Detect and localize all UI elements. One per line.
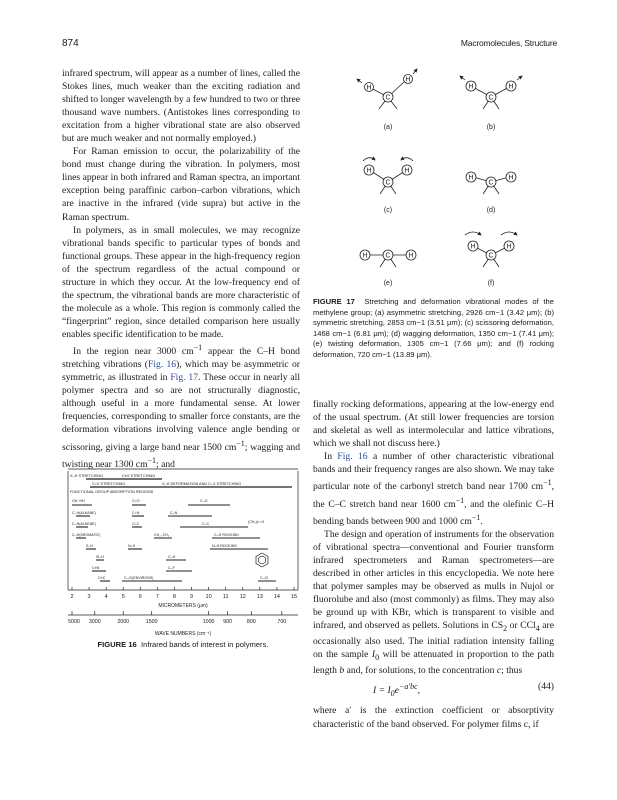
band-label: C–C <box>202 522 210 526</box>
fig16-link[interactable]: Fig. 16 <box>337 451 368 463</box>
mode-label-a: (a) <box>383 124 393 131</box>
paragraph: where a′ is the extinction coefficient or absorptivity characteristic of the band observed. For polymer films c, if <box>313 705 554 730</box>
wavenumber-tick-label: 5000 <box>68 619 80 625</box>
atom-h-label: H <box>366 167 372 175</box>
band-xh-deform: X–H DEFORMATION AND C–X STRETCHING <box>162 482 242 486</box>
subscript: 0 <box>390 689 395 699</box>
atom-h-label: H <box>404 167 410 175</box>
paragraph <box>62 341 300 471</box>
wavenumber-axis-label: WAVE NUMBERS (cm⁻¹) <box>154 631 212 637</box>
mode-label-e: (e) <box>383 280 393 287</box>
atom-h-label: H <box>508 174 514 182</box>
subscript: 4 <box>535 624 540 634</box>
wavenumber-axis <box>68 611 286 625</box>
band-label: (CH₂)n >3 <box>248 520 265 524</box>
right-column <box>313 398 554 731</box>
figure-16-caption <box>62 640 304 649</box>
eq-tail: , <box>417 685 421 697</box>
micrometer-tick-label: 12 <box>239 594 246 600</box>
band-label: C–H <box>168 555 176 559</box>
micrometer-axis-label: MICROMETERS (μm) <box>158 603 208 609</box>
micrometer-tick-label: 5 <box>121 594 125 600</box>
micrometer-tick-label: 10 <box>205 594 212 600</box>
running-title: Macromolecules, Structure <box>460 38 557 48</box>
wavenumber-tick-label: 2000 <box>117 619 130 625</box>
band-label: C–H ROCKING <box>214 533 239 537</box>
subscript: 2 <box>503 624 508 634</box>
micrometer-tick-label: 13 <box>256 594 263 600</box>
band-label: C–H(AROMATIC) <box>72 533 101 537</box>
fig16-link[interactable]: Fig. 16 <box>148 359 177 371</box>
variable: c <box>496 665 502 677</box>
superscript: −1 <box>193 342 203 352</box>
atom-c-label: C <box>385 94 391 102</box>
eq-lhs: I = I <box>373 685 391 697</box>
atom-h-label: H <box>508 83 514 91</box>
atom-h-label: H <box>362 252 368 260</box>
paragraph: In polymers, as in small molecules, we may recognize vibrational bands specific to particular types of bonds and functional groups. These appear in the high-frequency region of the spectrum regardless of the actual compound or structure in which they occur. At the low-frequency end of the spectrum, the vibrational bands are more characteristic of the molecule as a whole. This region is commonly called the “fingerprint” region, since detailed comparison here usually enables specific identification to be made. <box>62 224 300 340</box>
caption-label: FIGURE 16 <box>97 640 137 649</box>
mode-label-c: (c) <box>383 207 393 214</box>
atom-h-label: H <box>408 252 414 260</box>
micrometer-tick-label: 15 <box>290 594 298 600</box>
band-label: C–CI <box>260 576 269 580</box>
paragraph <box>313 450 554 528</box>
superscript: −1 <box>147 455 157 465</box>
superscript: −a′bc <box>398 682 418 692</box>
micrometer-tick-label: 11 <box>222 594 229 600</box>
band-label: C=O <box>132 499 140 503</box>
figure-17-caption <box>313 297 554 361</box>
equation-formula <box>313 680 420 700</box>
atom-c-label: C <box>385 179 391 187</box>
atom-h-label: H <box>468 174 474 182</box>
band-label: C–N <box>170 511 178 515</box>
micrometer-tick-label: 7 <box>155 594 159 600</box>
text-run: ; wagging and twisting near 1300 cm <box>62 441 300 470</box>
band-label: C–H(ALKANE) <box>72 511 96 515</box>
micrometer-tick-label: 9 <box>190 594 194 600</box>
text-run: or CCl <box>507 620 536 632</box>
atom-c-label: C <box>488 94 494 102</box>
band-label: C=N <box>132 511 140 515</box>
band-label: OH, NH <box>72 499 85 503</box>
wavenumber-tick-label: 700 <box>277 619 287 625</box>
figure-16-chart <box>62 465 304 645</box>
fig17-link[interactable]: Fig. 17 <box>170 372 199 384</box>
equation-number: (44) <box>538 681 554 693</box>
paragraph: infrared spectrum, will appear as a number of lines, called the Stokes lines, much weaker than the exciting radiation and shifted to longer wavelength by a few hundred to two or three thousand wave numbers. (Antistokes lines corresponding to excitation from a higher vibrational state are also observed but are much weaker and not normally employed.) <box>62 68 300 145</box>
page-number: 874 <box>62 38 79 49</box>
band-label: Si–H <box>96 555 104 559</box>
superscript: −1 <box>543 478 552 488</box>
text-run: . <box>480 515 483 527</box>
atom-h-label: H <box>405 76 411 84</box>
superscript: −1 <box>471 512 481 522</box>
text-run: The design and operation of instruments for the observation of vibrational spectra—conventional and Fourier transform infrared spectrometers and Raman spectrometers—are described in other articles in this encyclopedia. We note here that polymer samples may be observed as mulls in Nujol or fluorolube and also (most commonly) as films. They may also be ground up with KBr, which is transparent to visible and infrared, and observed as pellets. Solutions in CS <box>313 528 554 632</box>
subscript: 0 <box>375 653 380 663</box>
text-run: appear the C–H bond stretching vibrations ( <box>62 346 300 371</box>
micrometer-tick-label: 14 <box>273 594 280 600</box>
band-label: C≡C <box>98 576 106 580</box>
text-run: are occasionally also used. The initial radiation intensity falling on the sample <box>313 620 554 661</box>
micrometer-tick-label: 6 <box>138 594 142 600</box>
atom-h-label: H <box>506 243 512 251</box>
left-column <box>62 67 300 471</box>
band-xh-stretch: X–H STRETCHING <box>70 474 104 478</box>
caption-label: FIGURE 17 <box>313 297 355 306</box>
mode-label-b: (b) <box>486 124 496 131</box>
wavenumber-tick-label: 800 <box>246 619 256 625</box>
micrometer-tick-label: 2 <box>70 594 74 600</box>
mode-label-d: (d) <box>486 207 496 214</box>
text-run: In the region near 3000 cm <box>73 346 194 358</box>
band-label: S–H <box>86 544 93 548</box>
text-run: will be attenuated in proportion to the path length <box>313 649 554 677</box>
band-label: CH₂, CH₃ <box>154 533 170 537</box>
equation-44 <box>313 677 554 704</box>
atom-c-label: C <box>385 252 391 260</box>
band-cx-double: C=X STRETCHING <box>92 482 126 486</box>
text-run: a number of other characteristic vibrational bands and their frequency ranges are also shown. We may take particular note of the carbonyl stretch band near 1700 cm <box>313 451 554 493</box>
band-label: C≡N <box>92 566 100 570</box>
paragraph: finally rocking deformations, appearing at the low-energy end of the usual spectrum. (At still lower frequencies are torsion and skeletal as well as intermolecular and lattice vibrations, which we shall not discuss here.) <box>313 399 554 450</box>
band-label: C–O <box>200 499 208 503</box>
text-run: In <box>324 451 338 463</box>
superscript: −1 <box>455 495 465 505</box>
atom-h-label: H <box>470 243 476 251</box>
band-label: C–F <box>168 566 175 570</box>
mode-label-f: (f) <box>487 280 495 287</box>
variable: b <box>339 665 345 677</box>
micrometer-axis <box>70 587 297 600</box>
text-run: ; and <box>156 458 175 470</box>
paragraph: For Raman emission to occur, the polarizability of the bond must change during the vibration. In polymers, most lines appear in both infrared and Raman spectra, an important exception being paraffinic carbon–carbon vibrations, which are inactive in the infrared (vide supra) but active in the Raman spectrum. <box>62 146 300 223</box>
figure-17-diagram <box>313 57 554 287</box>
band-label: N–H <box>128 544 136 548</box>
atom-h-label: H <box>468 83 474 91</box>
text-run: and, for solutions, to the concentration <box>344 665 497 677</box>
micrometer-tick-label: 8 <box>172 594 176 600</box>
wavenumber-tick-label: 1500 <box>145 619 158 625</box>
atom-c-label: C <box>488 252 494 260</box>
caption-text: Stretching and deformation vibrational modes of the methylene group; (a) asymmetric stretching, 2926 cm−1 (3.42 μm); (b) symmetric stretching, 2853 cm−1 (3.51 μm); (c) scissoring deformation, 1468 cm−1 (6.81 μm); (d) wagging deformation, 1350 cm−1 (7.41 μm); (e) twisting deformation, 1305 cm−1 (7.66 μm); and (f) rocking deformation, 720 cm−1 (13.89 μm). <box>313 297 554 359</box>
text-run: ; thus <box>501 665 523 677</box>
superscript: −1 <box>236 438 245 448</box>
band-label: N–H ROCKING <box>212 544 237 548</box>
band-cx-triple: C≡X STRETCHING <box>122 474 156 478</box>
text-run: , and the olefinic C–H bending bands between 900 and 1000 cm <box>313 498 555 527</box>
wavenumber-tick-label: 900 <box>223 619 233 625</box>
eq-exp-base: e <box>394 685 399 697</box>
text-run: . These occur in nearly all polymer spectra and so are not structurally diagnostic, although useful in a more fundamental sense. At lower frequencies, corresponding to smaller force constants, are the deformation vibrations involving valence angle bending or scissoring, giving a large band near 1500 cm <box>62 372 300 453</box>
benzene-ring-icon <box>256 553 268 567</box>
text-run: ), which may be asymmetric or symmetric, as illustrated in <box>62 359 300 384</box>
paragraph <box>313 528 554 677</box>
micrometer-tick-label: 3 <box>87 594 91 600</box>
wavenumber-tick-label: 1000 <box>202 619 215 625</box>
band-label: C=C <box>132 522 140 526</box>
micrometer-tick-label: 4 <box>104 594 108 600</box>
atom-c-label: C <box>488 179 494 187</box>
atom-h-label: H <box>366 84 372 92</box>
wavenumber-tick-label: 3000 <box>88 619 101 625</box>
caption-text: Infrared bands of interest in polymers. <box>141 640 269 649</box>
mode-b-molecule <box>460 76 522 109</box>
band-label: C–CI(ENVIRONS) <box>124 576 154 580</box>
variable: I <box>371 649 376 661</box>
section-title: FUNCTIONAL GROUP ABSORPTION REGIONS <box>70 490 154 494</box>
band-label: C–H(ALKENE) <box>72 522 96 526</box>
text-run: , the C–C stretch band near 1600 cm <box>313 481 554 510</box>
mode-c-molecule <box>363 158 413 194</box>
